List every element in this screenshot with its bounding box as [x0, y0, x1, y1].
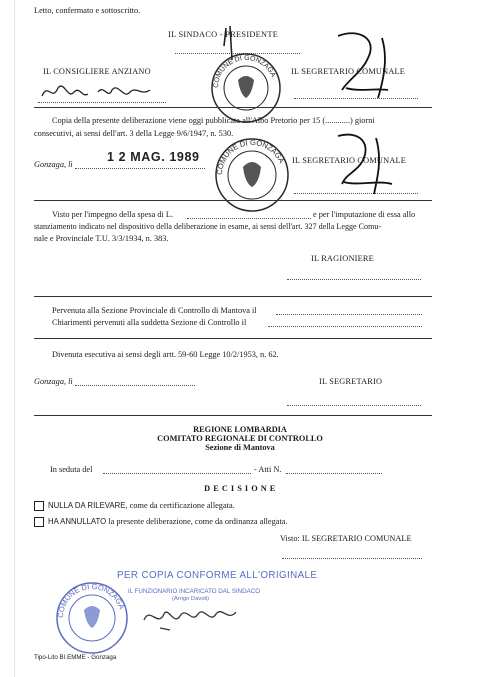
esecutiva-signature-line: [287, 405, 421, 406]
consigliere-signature: [38, 78, 178, 108]
controllo-line1: Pervenuta alla Sezione Provinciale di Controllo di Mantova il: [52, 306, 257, 315]
esecutiva-date-line: [75, 385, 195, 386]
footer-printer: Tipo-Lito BI.EMME - Gonzaga: [34, 654, 117, 661]
albo-date-stamp: 1 2 MAG. 1989: [107, 150, 200, 164]
option1-rest: come da certificazione allegata.: [129, 501, 235, 510]
sindaco-label: IL SINDACO - PRESIDENTE: [168, 30, 279, 39]
divider-1: [34, 107, 432, 108]
albo-segretario-signature: [316, 130, 426, 200]
copy-stamp-line2: IL FUNZIONARIO INCARICATO DAL SINDACO: [128, 588, 261, 595]
esecutiva-segretario-label: IL SEGRETARIO: [319, 377, 383, 386]
divider-5: [34, 415, 432, 416]
ragioniere-label: IL RAGIONIERE: [311, 254, 374, 263]
divider-3: [34, 296, 432, 297]
comitato-title: COMITATO REGIONALE DI CONTROLLO: [157, 434, 323, 443]
svg-text:COMUNE DI GONZAGA: COMUNE DI GONZAGA: [55, 581, 127, 619]
copy-stamp-line3: (Arrigo Davoli): [172, 596, 210, 602]
divider-2: [34, 200, 432, 201]
albo-text-line2: consecutivi, ai sensi dell'art. 3 della Legge 9/6/1947, n. 530.: [34, 129, 234, 138]
esecutiva-place-label: Gonzaga, lì: [34, 377, 73, 386]
consigliere-signature-line: [38, 102, 166, 103]
albo-place-label: Gonzaga, lì: [34, 160, 73, 169]
seal-gonzaga-middle-icon: [212, 135, 292, 215]
spesa-amount-line: [187, 218, 311, 219]
controllo-line2-fill: [268, 326, 422, 327]
divider-4: [34, 338, 432, 339]
sezione-title: Sezione di Mantova: [205, 443, 275, 452]
consigliere-label: IL CONSIGLIERE ANZIANO: [43, 67, 151, 76]
copy-stamp-signature: [140, 600, 250, 640]
controllo-line1-fill: [276, 314, 422, 315]
segretario-signature-top: [318, 28, 428, 108]
intro-text: Letto, confermato e sottoscritto.: [34, 6, 141, 15]
option1-bold: NULLA DA RILEVARE,: [48, 501, 128, 510]
regione-title: REGIONE LOMBARDIA: [193, 425, 287, 434]
atti-number-line: [286, 473, 382, 474]
spesa-line2: stanziamento indicato nel dispositivo della deliberazione in esame, ai sensi dell'art. 327 della Legge Comu-: [34, 222, 382, 231]
svg-text:COMUNE DI GONZAGA: COMUNE DI GONZAGA: [212, 54, 277, 89]
checkbox-ha-annullato[interactable]: [34, 517, 44, 527]
option2-rest: la presente deliberazione, come da ordinanza allegata.: [108, 517, 288, 526]
spesa-line1-a: Visto per l'impegno della spesa di L.: [52, 210, 174, 219]
option-ha-annullato: [48, 517, 288, 527]
svg-text:COMUNE DI GONZAGA: COMUNE DI GONZAGA: [214, 137, 287, 176]
copy-stamp-line1: PER COPIA CONFORME ALL'ORIGINALE: [117, 570, 318, 581]
page-edge-line: [14, 0, 15, 677]
albo-date-line: [75, 168, 205, 169]
checkbox-nulla-da-rilevare[interactable]: [34, 501, 44, 511]
segretario-label-top: IL SEGRETARIO COMUNALE: [291, 67, 406, 76]
albo-segretario-label: IL SEGRETARIO COMUNALE: [292, 156, 407, 165]
visto-signature-line: [282, 558, 422, 559]
visto-segretario-label: Visto: IL SEGRETARIO COMUNALE: [280, 534, 412, 543]
seduta-label: In seduta del: [50, 465, 93, 474]
esecutiva-line: Divenuta esecutiva ai sensi degli artt. 59-60 Legge 10/2/1953, n. 62.: [52, 350, 279, 359]
option-nulla-da-rilevare: [48, 501, 235, 511]
albo-text-line1: Copia della presente deliberazione viene oggi pubblicata all'Albo Pretorio per 15 (............) giorni: [52, 116, 375, 125]
atti-label: - Atti N.: [254, 465, 282, 474]
spesa-line3: nale e Provinciale T.U. 3/3/1934, n. 383.: [34, 234, 169, 243]
option2-bold: HA ANNULLATO: [48, 517, 107, 526]
spesa-line1-b: e per l'imputazione di essa allo: [313, 210, 416, 219]
controllo-line2: Chiarimenti pervenuti alla suddetta Sezione di Controllo il: [52, 318, 247, 327]
seal-gonzaga-top-icon: [208, 50, 284, 126]
seduta-date-line: [103, 473, 251, 474]
seal-gonzaga-bottom-icon: [52, 578, 132, 658]
ragioniere-signature-line: [287, 279, 421, 280]
decisione-heading: D E C I S I O N E: [204, 484, 276, 493]
